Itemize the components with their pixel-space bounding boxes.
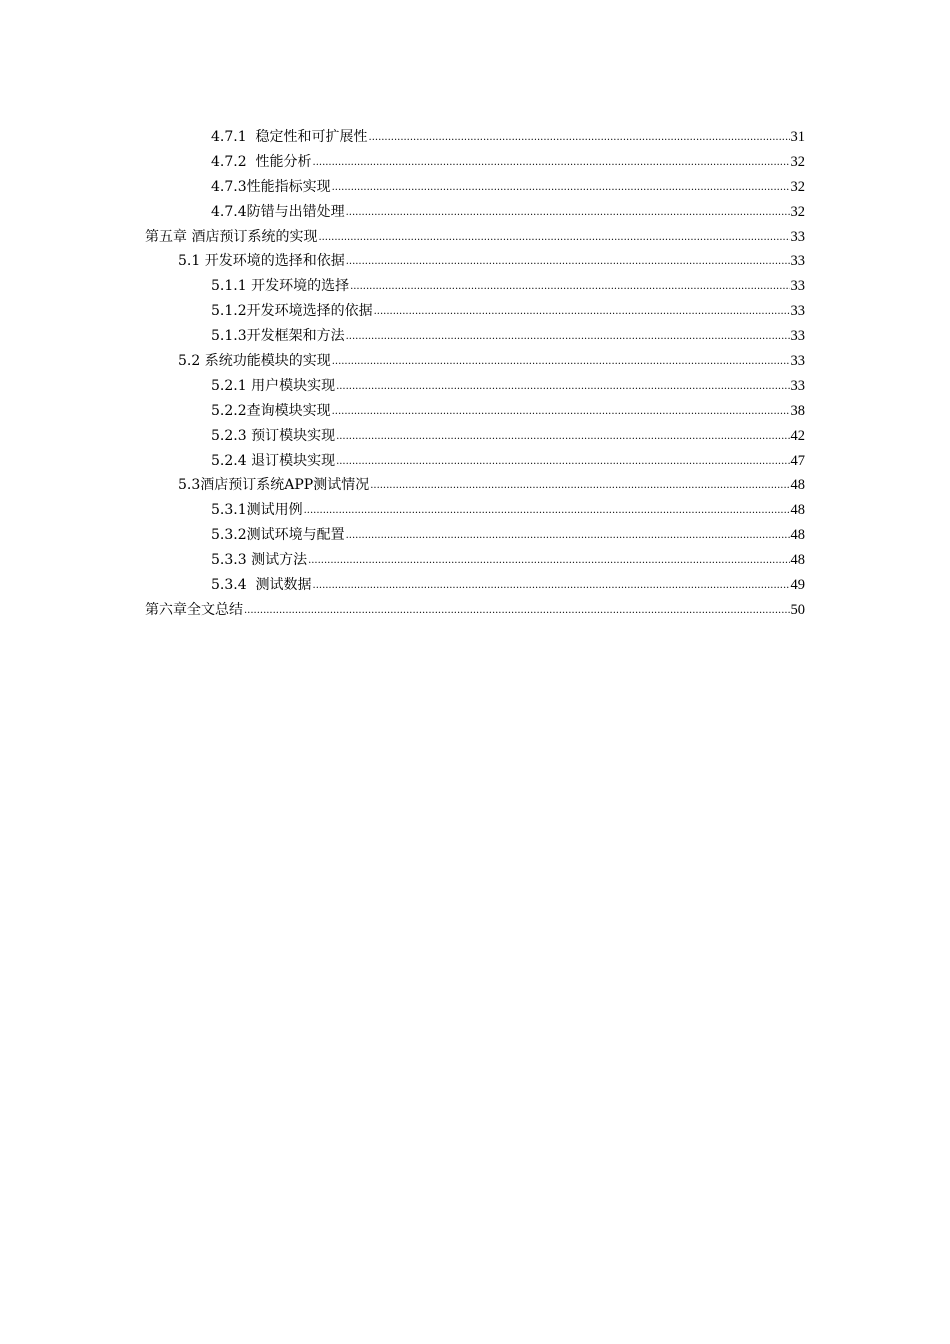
toc-entry[interactable] [145, 424, 805, 449]
toc-entry-page: 32 [790, 203, 805, 220]
toc-entry-page: 50 [790, 601, 805, 618]
toc-entry[interactable] [145, 274, 805, 299]
toc-entry-page: 33 [790, 253, 805, 270]
toc-dot-leader [332, 400, 790, 425]
toc-entry-title: 5.1.2开发环境选择的依据 [211, 303, 373, 320]
toc-dot-leader [244, 599, 790, 624]
toc-entry-title: 第五章 酒店预订系统的实现 [145, 228, 318, 245]
toc-entry[interactable] [145, 175, 805, 200]
toc-entry-title: 5.2 系统功能模块的实现 [178, 353, 331, 370]
toc-entry[interactable] [145, 498, 805, 523]
toc-entry-title: 5.2.3 预订模块实现 [211, 427, 336, 444]
toc-entry[interactable] [145, 150, 805, 175]
toc-entry-title: 5.1.3开发框架和方法 [211, 328, 345, 345]
toc-entry-title: 5.2.4 退订模块实现 [211, 452, 336, 469]
toc-entry-title: 4.7.4防错与出错处理 [211, 203, 345, 220]
toc-entry-page: 32 [790, 153, 805, 170]
toc-dot-leader [313, 574, 790, 599]
toc-dot-leader [318, 226, 789, 251]
toc-entry[interactable] [145, 125, 805, 150]
toc-entry-page: 47 [790, 452, 805, 469]
toc-entry-title: 5.2.1 用户模块实现 [211, 377, 336, 394]
toc-dot-leader [350, 275, 789, 300]
toc-dot-leader [336, 425, 789, 450]
toc-section-entry[interactable] [145, 249, 805, 274]
toc-entry-page: 48 [790, 527, 805, 544]
toc-entry-title: 5.1.1 开发环境的选择 [211, 278, 350, 295]
toc-entry[interactable] [145, 548, 805, 573]
toc-entry-title: 4.7.2 性能分析 [211, 153, 312, 170]
toc-section-entry[interactable] [145, 473, 805, 498]
toc-entry-title: 4.7.3性能指标实现 [211, 178, 331, 195]
toc-dot-leader [346, 325, 790, 350]
toc-dot-leader [374, 300, 790, 325]
toc-entry-page: 31 [790, 129, 805, 145]
toc-entry-title: 5.3酒店预订系统APP测试情况 [178, 477, 370, 494]
toc-dot-leader [308, 549, 789, 574]
toc-entry-title: 5.3.4 测试数据 [211, 577, 312, 594]
toc-entry-page: 32 [790, 178, 805, 195]
toc-entry-page: 33 [790, 303, 805, 320]
toc-entry-title: 5.2.2查询模块实现 [211, 402, 331, 419]
toc-dot-leader [304, 499, 790, 524]
toc-dot-leader [370, 474, 789, 499]
toc-dot-leader [346, 201, 790, 226]
table-of-contents [145, 125, 805, 623]
toc-dot-leader [369, 126, 790, 151]
toc-entry[interactable] [145, 573, 805, 598]
toc-entry-page: 33 [790, 228, 805, 245]
toc-entry[interactable] [145, 399, 805, 424]
toc-entry-title: 第六章全文总结 [145, 601, 243, 618]
toc-entry-page: 33 [790, 353, 805, 370]
toc-entry-page: 38 [790, 402, 805, 419]
toc-entry-page: 48 [790, 477, 805, 494]
toc-entry-page: 49 [790, 577, 805, 594]
toc-entry-title: 5.1 开发环境的选择和依据 [178, 253, 345, 270]
toc-entry[interactable] [145, 523, 805, 548]
toc-entry[interactable] [145, 449, 805, 474]
toc-entry-title: 5.3.2测试环境与配置 [211, 527, 345, 544]
toc-entry[interactable] [145, 324, 805, 349]
toc-entry[interactable] [145, 200, 805, 225]
toc-dot-leader [336, 375, 789, 400]
toc-dot-leader [313, 151, 790, 176]
toc-chapter-entry[interactable] [145, 598, 805, 623]
toc-entry-page: 33 [790, 377, 805, 394]
toc-entry-title: 4.7.1 稳定性和可扩展性 [211, 129, 368, 145]
toc-entry-title: 5.3.3 测试方法 [211, 552, 308, 569]
toc-entry-title: 5.3.1测试用例 [211, 502, 303, 519]
toc-entry-page: 33 [790, 328, 805, 345]
toc-section-entry[interactable] [145, 349, 805, 374]
toc-dot-leader [346, 524, 790, 549]
toc-entry-page: 48 [790, 552, 805, 569]
toc-entry-page: 42 [790, 427, 805, 444]
toc-entry[interactable] [145, 299, 805, 324]
toc-dot-leader [346, 250, 790, 275]
toc-entry-page: 33 [790, 278, 805, 295]
toc-dot-leader [332, 350, 790, 375]
toc-chapter-entry[interactable] [145, 225, 805, 250]
toc-dot-leader [332, 176, 790, 201]
toc-entry[interactable] [145, 374, 805, 399]
toc-entry-page: 48 [790, 502, 805, 519]
toc-dot-leader [336, 450, 789, 475]
